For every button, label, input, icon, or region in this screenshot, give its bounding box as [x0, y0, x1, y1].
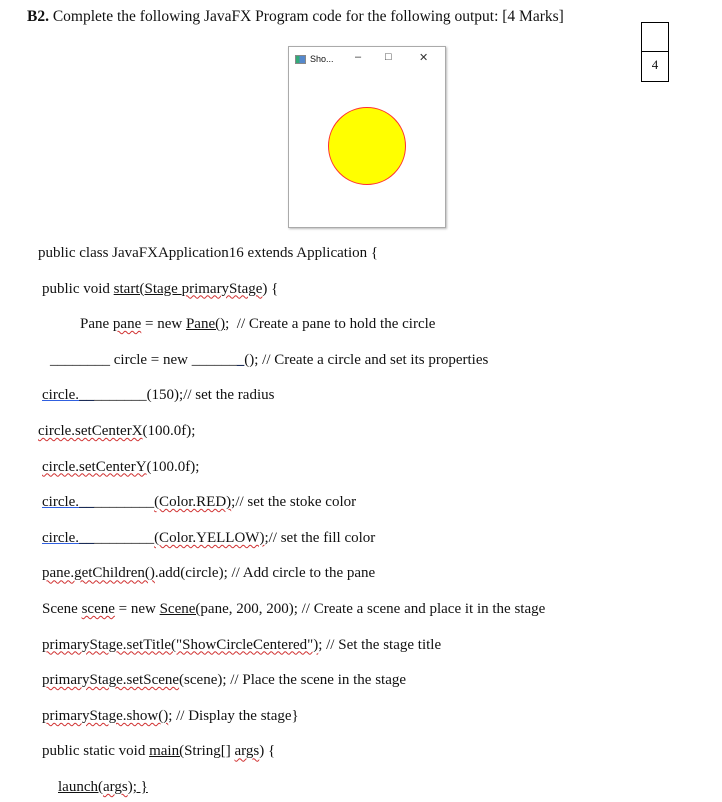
code-segment: ________ circle = new ______ [50, 351, 237, 368]
code-segment: ________ [94, 529, 155, 546]
app-icon [295, 55, 306, 64]
code-segment: circle. [42, 529, 80, 546]
code-segment: primaryStage.show() [42, 707, 169, 724]
code-segment: public static void [42, 743, 150, 760]
code-segment: __ [79, 494, 95, 511]
close-icon[interactable]: ✕ [419, 52, 429, 64]
code-segment: circle.setCenterY [42, 458, 147, 475]
code-segment: Scene [42, 601, 82, 617]
code-segment: ) { [262, 280, 279, 297]
code-line [42, 459, 199, 476]
window-title: Sho... [310, 54, 334, 64]
marks-value: 4 [651, 57, 659, 72]
code-line [42, 708, 299, 725]
code-line [38, 423, 195, 440]
code-line [50, 352, 488, 369]
yellow-circle [328, 107, 406, 185]
code-segment: __ [79, 529, 95, 546]
code-line [38, 245, 378, 262]
code-segment: primaryStage.setTitle("ShowCircleCentered") [42, 636, 319, 653]
code-line [58, 779, 148, 796]
code-segment: ________ [94, 494, 155, 511]
code-segment: ); } [127, 779, 148, 795]
javafx-output-window [288, 46, 446, 228]
code-segment: main( [149, 743, 185, 760]
code-segment: (Color.YELLOW) [154, 529, 265, 546]
code-line [42, 387, 274, 404]
code-segment: ; // Display the stage} [168, 707, 299, 724]
code-segment: launch( [58, 779, 103, 795]
code-segment: (Color.RED) [154, 494, 232, 511]
window-titlebar [289, 47, 445, 71]
code-segment: pane [112, 316, 142, 333]
question-number: B2. [27, 8, 49, 25]
code-segment: __ [79, 387, 95, 404]
code-line [42, 637, 441, 654]
code-segment: _ [236, 351, 245, 368]
code-segment: ;// set the stoke color [231, 494, 357, 511]
code-line [42, 281, 278, 298]
code-segment: start( [113, 280, 145, 297]
code-segment: args [102, 779, 128, 795]
maximize-icon[interactable]: □ [385, 51, 392, 63]
code-line [42, 530, 375, 547]
code-segment: public class JavaFXApplication16 extends Application { [38, 245, 379, 261]
code-line [42, 565, 375, 582]
code-segment: public void [42, 280, 114, 297]
minimize-icon[interactable]: – [355, 51, 362, 63]
code-segment: ;// set the fill color [264, 529, 376, 546]
code-segment: primaryStage.setScene [42, 672, 180, 689]
code-segment: scene [81, 601, 115, 617]
code-segment: _______(150);// set the radius [94, 387, 275, 404]
code-segment: = new [114, 601, 160, 617]
code-segment: ) { [259, 743, 276, 760]
code-segment: pane, 200, 200); // Create a scene and place it in the stage [200, 601, 546, 617]
code-line [42, 601, 545, 618]
code-segment: (100.0f); [146, 458, 200, 475]
marks-box [641, 22, 669, 82]
code-segment: circle.setCenterX [38, 423, 143, 439]
code-segment: ; // Create a pane to hold the circle [225, 316, 436, 333]
code-segment: String[] [184, 743, 235, 760]
code-segment: circle. [42, 494, 80, 511]
code-segment: .add(circle); // Add circle to the pane [154, 565, 376, 582]
question-title [27, 8, 564, 26]
code-segment: primaryStage [181, 280, 263, 297]
code-line [42, 494, 356, 511]
code-segment: Stage [144, 280, 182, 297]
code-segment: Pane [80, 316, 113, 333]
code-segment: Scene( [159, 601, 201, 617]
code-segment: = new [141, 316, 186, 333]
code-line [42, 672, 406, 689]
code-line [42, 743, 275, 760]
code-segment: Pane() [185, 316, 226, 333]
code-segment: pane.getChildren() [42, 565, 155, 582]
code-line [80, 316, 435, 333]
code-segment: args [234, 743, 260, 760]
code-segment: circle. [42, 387, 80, 404]
question-text: Complete the following JavaFX Program code for the following output: [4 Marks] [48, 8, 564, 25]
code-segment: (scene); // Place the scene in the stage [179, 672, 407, 689]
code-segment: (); // Create a circle and set its properties [244, 351, 489, 368]
code-segment: ; // Set the stage title [318, 636, 442, 653]
code-segment: (100.0f); [142, 423, 196, 439]
